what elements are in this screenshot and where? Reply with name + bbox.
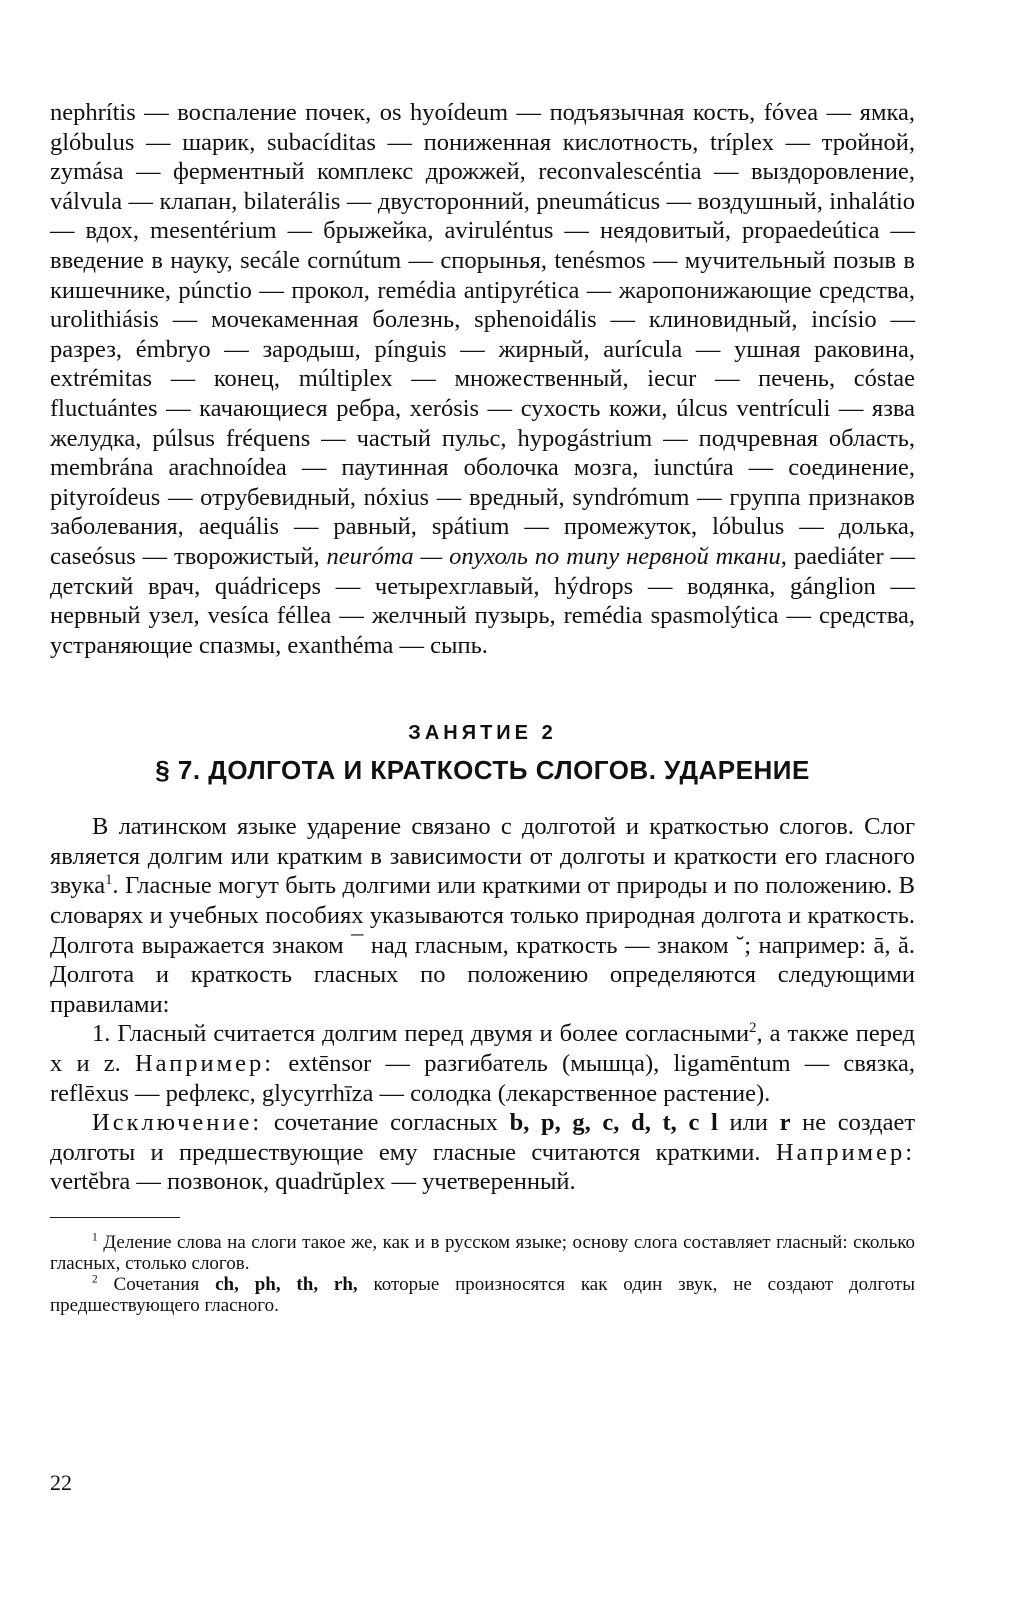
exception-examples: vertĕbra — позвонок, quadrŭplex — учетверенный. [50,1168,576,1196]
exception-r: r [779,1109,791,1137]
intro-text: В латинском языке ударение связано с долготой и краткостью слогов. Слог является долгим или кратким в зависимости от долготы и краткости его гласного звука [50,813,915,900]
intro-paragraph [50,812,915,1019]
lesson-heading: ЗАНЯТИЕ 2 [408,722,557,745]
glossary-text-end: paediáter — детский врач, quádriceps — четырехглавый, hýdrops — водянка, gánglion — нервный узел, vesíca féllea — желчный пузырь, remédia spasmolýtica — средства, устраняющие спазмы, exanthéma — сыпь. [50,542,915,659]
exception-example-label: Например: [775,1138,915,1166]
exception-paragraph [50,1108,915,1197]
footnote-1-number: 1 [92,1231,98,1244]
footnote-1-text: Деление слова на слоги такое же, как и в русском языке; основу слога составляет гласный: сколько гласных, столько слогов. [50,1232,916,1274]
rule-1-paragraph [50,1019,915,1108]
footnote-divider [50,1217,180,1218]
glossary-paragraph [50,98,915,660]
page-number: 22 [50,1470,72,1495]
rule-1-example-label: Например: [134,1050,275,1078]
exception-or: или [729,1109,768,1137]
exception-text: сочетание согласных [273,1109,498,1137]
footnote-2-text-b: которые произносятся как один звук, не создают долготы предшествующего гласного. [50,1274,915,1316]
footnote-1 [50,1232,915,1274]
exception-label: Исключение: [92,1109,263,1137]
footnote-ref-1: 1 [105,872,113,889]
rule-1-text: 1. Гласный считается долгим перед двумя и более согласными [92,1020,750,1048]
rule-1-examples: extēnsor — разгибатель (мышца), ligamēntum — связка, reflēxus — рефлекс, glycyrrhīza — солодка (лекарственное растение). [50,1050,916,1107]
glossary-italic-term: neuróma — опухоль по типу нервной ткани, [326,542,787,570]
exception-consonants: b, p, g, c, d, t, с l [509,1109,718,1137]
rule-1-text-b: , а также перед x и z. [50,1020,915,1078]
glossary-text: nephrítis — воспаление почек, os hyoídeum — подъязычная кость, fóvea — ямка, glóbulus — шарик, subacíditas — пониженная кислотность, tríplex — тройной, zymása — ферментный комплекс дрожжей, reconvalescéntia — выздоровление, válvula — клапан, bilaterális — двусторонний, pneumáticus — воздушный, inhalátio — вдох, mesentérium — брыжейка, aviruléntus — неядовитый, propaedeútica — введение в науку, secále cornútum — спорынья, tenésmos — мучительный позыв в кишечнике, púnctio — прокол, remédia antipyrética — жаропонижающие средства, urolithiásis — мочекаменная болезнь, sphenoidális — клиновидный, incísio — разрез, émbryo — зародыш, pínguis — жирный, aurícula — ушная раковина, extrémitas — конец, múltiplex — множественный, iecur — печень, cóstae fluctuántes — качающиеся ребра, xerósis — сухость кожи, úlcus ventrículi — язва желудка, púlsus fréquens — частый пульс, hypogástrium — подчревная область, membrána arachnoídea — паутинная оболочка мозга, iunctúra — соединение, pityroídeus — отрубевидный, nóxius — вредный, syndrómum — группа признаков заболевания, aequális — равный, spátium — промежуток, lóbulus — долька, caseósus — творожистый, [50,99,915,570]
footnote-ref-2: 2 [749,1020,757,1037]
intro-text-rest: . Гласные могут быть долгими или краткими от природы и по положению. В словарях и учебных пособиях указываются только природная долгота и краткость. Долгота выражается знаком ¯ над гласным, краткость — знаком ˘; например: ā, ă. Долгота и краткость гласных по положению определяются следующими правилами: [50,872,915,1018]
page-body [50,98,915,1316]
exception-text-b: не создает долготы и предшествующие ему гласные считаются краткими. [50,1109,916,1166]
section-title: § 7. ДОЛГОТА И КРАТКОСТЬ СЛОГОВ. УДАРЕНИЕ [155,755,810,786]
footnote-2-text: Сочетания [113,1274,200,1295]
footnote-2-number: 2 [92,1273,98,1286]
footnote-2-digraphs: ch, ph, th, rh, [215,1274,358,1295]
footnote-2 [50,1274,915,1316]
